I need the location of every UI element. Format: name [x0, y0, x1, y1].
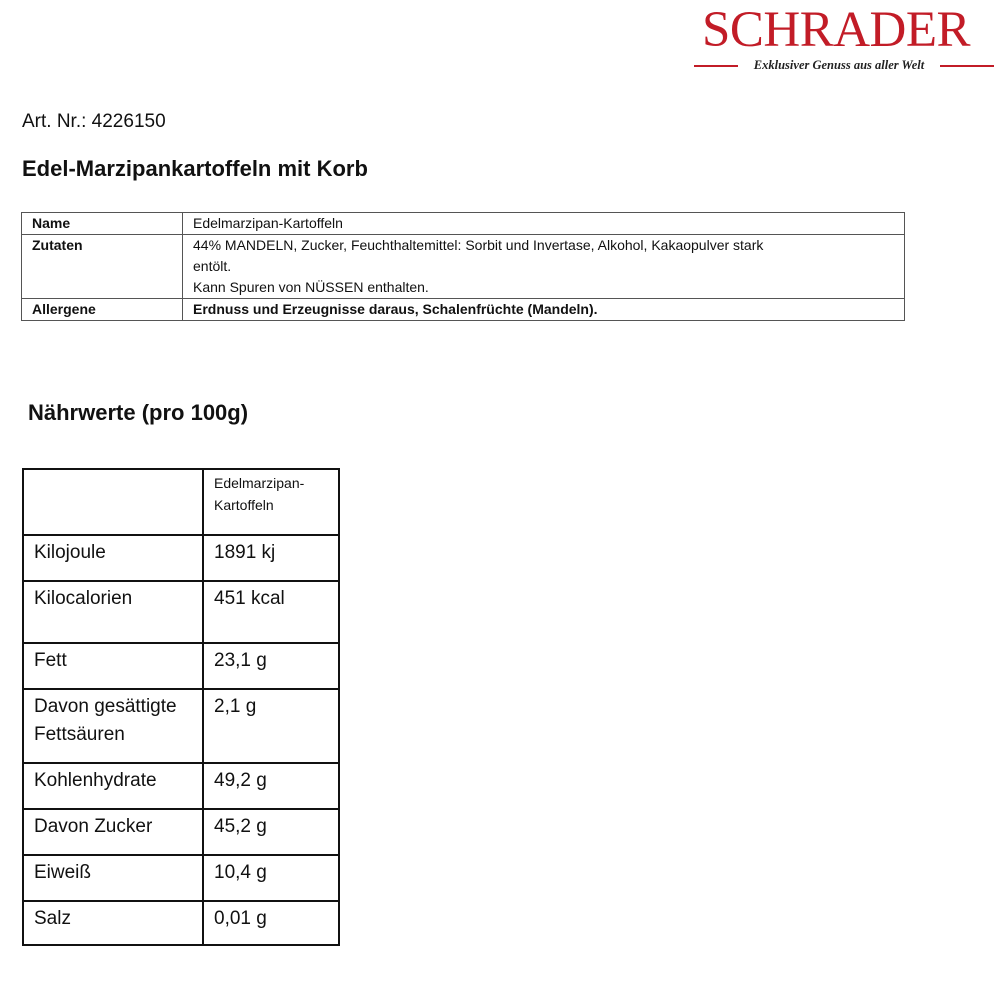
nutrition-row-protein: [23, 855, 339, 901]
brand-logo: [690, 4, 996, 74]
info-row-ingredients: [22, 235, 905, 299]
info-label-name: Name: [22, 213, 183, 235]
nutrition-value: 10,4 g: [203, 855, 339, 901]
nutrition-label-line: Davon gesättigte: [34, 696, 177, 717]
info-row-allergens: [22, 299, 905, 321]
nutrition-row-salt: [23, 901, 339, 945]
nutrition-label: Eiweiß: [23, 855, 203, 901]
brand-tagline: Exklusiver Genuss aus aller Welt: [753, 58, 925, 72]
nutrition-value: 45,2 g: [203, 809, 339, 855]
nutrition-label: Fett: [23, 643, 203, 689]
nutrition-label: Kilojoule: [23, 535, 203, 581]
nutrition-header-empty: [23, 469, 203, 535]
nutrition-header-row: [23, 469, 339, 535]
ingredients-line: entölt.: [193, 258, 232, 274]
nutrition-row-fat: [23, 643, 339, 689]
article-number: Art. Nr.: 4226150: [22, 111, 166, 132]
nutrition-value: 23,1 g: [203, 643, 339, 689]
nutrition-value: 2,1 g: [203, 689, 339, 763]
nutrition-row-kilojoule: [23, 535, 339, 581]
info-value-name: Edelmarzipan-Kartoffeln: [183, 213, 905, 235]
nutrition-value: 451 kcal: [203, 581, 339, 643]
nutrition-column-header: [203, 469, 339, 535]
logo-rule-left: [694, 65, 738, 67]
nutrition-label: Davon Zucker: [23, 809, 203, 855]
nutrition-label: Kohlenhydrate: [23, 763, 203, 809]
nutrition-label: Salz: [23, 901, 203, 945]
column-header-line: Edelmarzipan-: [214, 475, 305, 491]
brand-name: SCHRADER: [702, 2, 971, 58]
nutrition-row-sugar: [23, 809, 339, 855]
nutrition-label: [23, 689, 203, 763]
info-value-ingredients: [183, 235, 905, 299]
nutrition-value: 0,01 g: [203, 901, 339, 945]
info-value-allergens: Erdnuss und Erzeugnisse daraus, Schalenfrüchte (Mandeln).: [183, 299, 905, 321]
nutrition-row-kilocalories: [23, 581, 339, 643]
nutrition-label: Kilocalorien: [23, 581, 203, 643]
nutrition-table: [22, 468, 340, 946]
nutrition-row-carbohydrates: [23, 763, 339, 809]
nutrition-title: Nährwerte (pro 100g): [28, 400, 249, 425]
nutrition-value: 1891 kj: [203, 535, 339, 581]
product-title: Edel-Marzipankartoffeln mit Korb: [22, 156, 368, 181]
info-row-name: [22, 213, 905, 235]
nutrition-value: 49,2 g: [203, 763, 339, 809]
column-header-line: Kartoffeln: [214, 497, 274, 513]
info-label-allergens: Allergene: [22, 299, 183, 321]
info-label-ingredients: Zutaten: [22, 235, 183, 299]
product-info-table: [21, 212, 905, 321]
ingredients-line: 44% MANDELN, Zucker, Feuchthaltemittel: Sorbit und Invertase, Alkohol, Kakaopulver stark: [193, 237, 764, 253]
nutrition-label-line: Fettsäuren: [34, 724, 125, 745]
logo-rule-right: [940, 65, 994, 67]
nutrition-row-saturated-fat: [23, 689, 339, 763]
ingredients-line: Kann Spuren von NÜSSEN enthalten.: [193, 279, 429, 295]
